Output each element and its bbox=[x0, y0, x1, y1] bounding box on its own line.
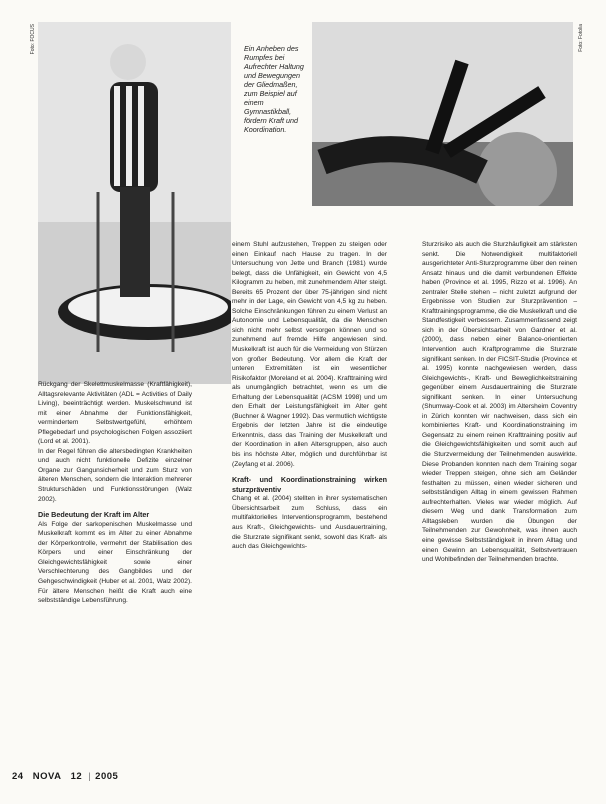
photo-caption: Ein Anheben des Rumpfes bei Aufrechter Haltung und Bewegungen der Gliedmaßen, zum Beispiel auf einem Gymnastikball, fördern Kraft und Koordination. bbox=[244, 44, 304, 134]
photo-credit-right: Foto: Fotolia bbox=[578, 24, 584, 52]
photo-senior-trampoline bbox=[38, 22, 231, 384]
photo-gym-ball-exercise bbox=[312, 22, 573, 206]
col1-paragraph-2: In der Regel führen die altersbedingten Krankheiten und auch nicht funktionelle Defizite einzelner Organe zur Gangunsicherheit und zum Sturz von älteren Menschen, sondern die Interaktion mehrerer Strukturschäden und Funktionsstörungen (Walz 2002). bbox=[38, 447, 192, 503]
text-column-2 bbox=[232, 240, 387, 552]
magazine-name: NOVA bbox=[32, 771, 62, 782]
issue-number: 12 bbox=[70, 771, 83, 782]
photo-credit-left: Foto: FOCUS bbox=[30, 24, 36, 55]
page-footer bbox=[12, 771, 124, 782]
trampoline-illustration bbox=[38, 22, 231, 384]
col2-subheading: Kraft- und Koordinationstraining wirken sturzpräventiv bbox=[232, 475, 387, 494]
page-number: 24 bbox=[12, 771, 24, 782]
text-column-1 bbox=[38, 380, 192, 606]
col1-subheading: Die Bedeutung der Kraft im Alter bbox=[38, 510, 150, 520]
col2-paragraph-1: einem Stuhl aufzustehen, Treppen zu steigen oder einen Einkauf nach Hause zu tragen. In der Untersuchung von Jette und Branch (1981) wurde belegt, dass die Unfähigkeit, ein Gewicht von 4,5 Kilogramm zu heben, mit zunehmendem Alter steigt. Bereits 65 Prozent der über 75-jährigen sind nicht mehr in der Lage, ein Gewicht von 4,5 kg zu heben. Solche Einschränkungen führen zu einem Verlust an Autonomie und Lebensqualität, da die Menschen sich nicht mehr selbst versorgen können und so zunehmend auf fremde Hilfe angewiesen sind. Muskelkraft ist auch für die Vermeidung von Stürzen von großer Bedeutung. Vor allem die Kraft der unteren Extremitäten ist ein wesentlicher Risikofaktor (Moreland et al. 2004). Krafttraining wird als unumgänglich betrachtet, wenn es um die Erhaltung der Lebensqualität (ACSM 1998) und um den Erhalt der Leistungsfähigkeit im Alter geht (Buchner & Wagner 1992). Das vermutlich wichtigste Ergebnis der letzten Jahre ist die eindeutige Erkenntnis, dass das Training der Muskelkraft und der Koordination in allen Altersgruppen, also auch bis ins höchste Alter, möglich und durchführbar ist (Zeyfang et al. 2006). bbox=[232, 241, 387, 468]
col1-paragraph-3: Als Folge der sarkopenischen Muskelmasse und Muskelkraft kommt es im Alter zu einer Abnahme der Körperkontrolle, vermehrt der Stabilisation des Körpers und einer Einschränkung der Gleichgewichtsfähigkeit sowie einer Verschlechterung des Gangbildes und der Gehgeschwindigkeit (Huber et al. 2001, Walz 2002). Für ältere Menschen heißt die Kraft auch eine selbstständige Lebensführung. bbox=[38, 520, 192, 605]
text-column-3 bbox=[422, 240, 577, 565]
col3-paragraph-1: Sturzrisiko als auch die Sturzhäufigkeit am stärksten senkt. Die Notwendigkeit multifaktoriell ausgerichteter Anti-Sturzprogramme über den reinen Ansatz hinaus und die damit verbundenen Effekte haben (Province et al. 1995, Rizzo et al. 1996). An zentraler Stelle stehen – nicht zuletzt aufgrund der Ergebnisse von Studien zur Sturzprävention – Krafttrainingsprogramme, die die Muskelkraft und die Standfestigkeit verbessern. Zusammenfassend zeigt sich in der Übersichtsarbeit von Gardner et al. (2000), dass neben einer Balance-orientierten Intervention auch Kraftprogramme die Sturzrate signifikant senken. In der FICSIT-Studie (Province et al. 1995) konnte nachgewiesen werden, dass Gleichgewichts-, Kraft- und Beweglichkeitstraining gegenüber einem Ausdauertraining die Sturzrate signifikant senken. In einer Untersuchung (Shumway-Cook et al. 2003) im Altersheim Coventry in Zürich konnten wir nachweisen, dass sich ein kombiniertes Kraft- und Koordinationstraining im Gegensatz zu einem reinen Krafttraining positiv auf die Gleichgewichtsfähigkeiten und somit auch auf die Sturzvermeidung der Teilnehmenden auswirkte. Diese Probanden konnten nach dem Training sogar wieder Treppen steigen, ohne sich am Geländer festhalten zu müssen, einen wieder sicheren und selbstständigen Alltag in einem gewissen Rahmen aufrechterhalten. Vieles war wieder möglich. Auf diesem Weg und dank Transformation zum Alltagsleben wurden die Übungen der Teilnehmenden zur Gewohnheit, was ihnen auch eine gewisse Selbstständigkeit in ihrem Alltag und einen Gewinn an Lebensqualität, Selbstvertrauen und Wohlbefinden der Teilnehmenden brachte. bbox=[422, 241, 577, 564]
col2-paragraph-2: Chang et al. (2004) stellten in ihrer systematischen Übersichtsarbeit zum Schluss, dass ein multifaktorielles Interventionsprogramm, bestehend aus Kraft-, Gleichgewichts- und Ausdauertraining, die Sturzrate signifikant senkt, sowohl das Kraft- als auch das Gleichgewichts- bbox=[232, 495, 387, 551]
issue-year: 2005 bbox=[95, 771, 119, 782]
footer-separator: | bbox=[88, 771, 92, 782]
col1-paragraph-1: Rückgang der Skelettmuskelmasse (Kraftfähigkeit), Alltagsrelevante Aktivitäten (ADL = Activities of Daily Living), beeinträchtigt werden. Muskelschwund ist mit einer Abnahme der Funktionsfähigkeit, vermindertem Selbstwertgefühl, erhöhtem Pflegebedarf und psychologischen Folgen assoziiert (Lord et al. 2001). bbox=[38, 381, 192, 446]
gym-ball-illustration bbox=[312, 22, 573, 206]
